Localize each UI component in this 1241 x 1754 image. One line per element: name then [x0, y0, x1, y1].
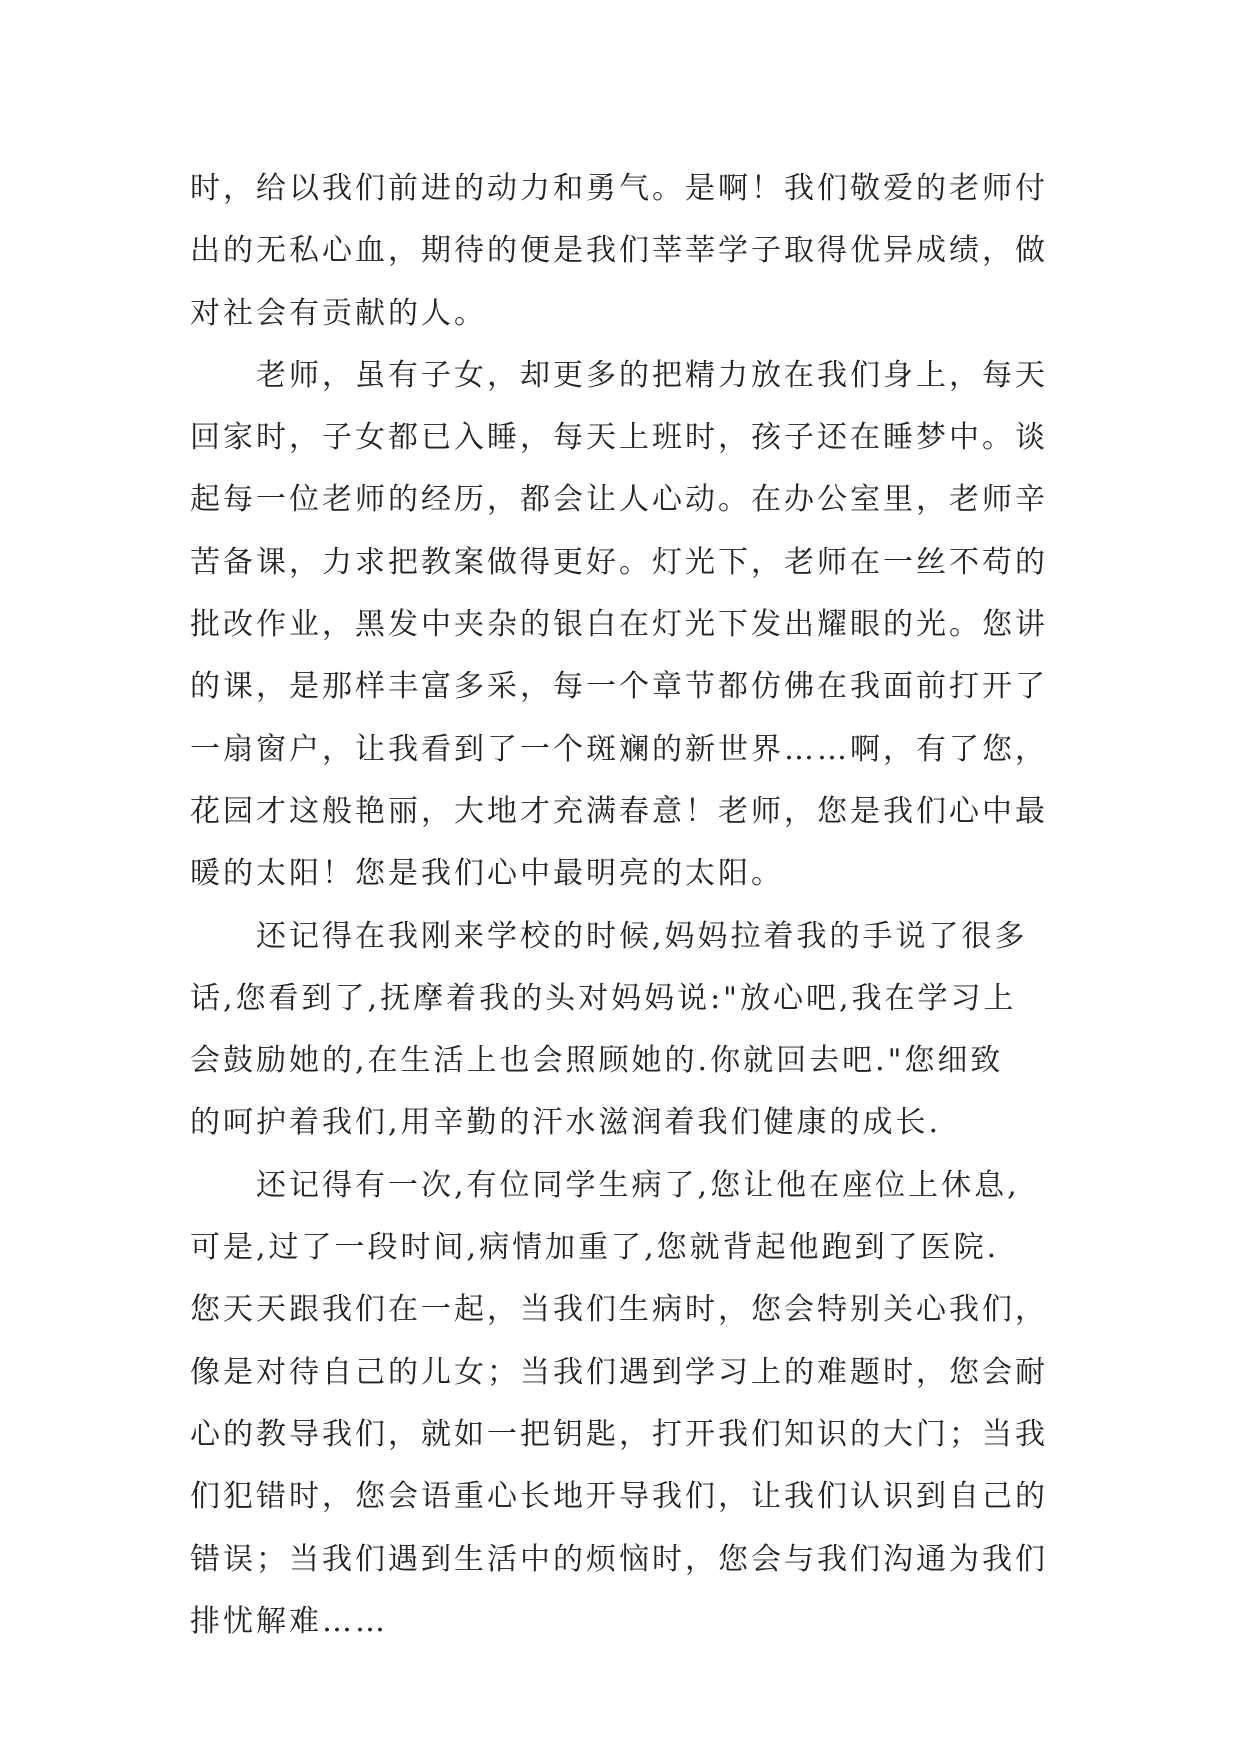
text-line: 可是,过了一段时间,病情加重了,您就背起他跑到了医院. [190, 1230, 1000, 1266]
text-line: 排忧解难…… [190, 1603, 388, 1639]
text-line: 的课，是那样丰富多采，每一个章节都仿佛在我面前打开了 [190, 669, 1048, 705]
text-line: 起每一位老师的经历，都会让人心动。在办公室里，老师辛 [190, 482, 1048, 518]
text-line: 会鼓励她的,在生活上也会照顾她的.你就回去吧."您细致 [190, 1043, 1004, 1079]
text-line: 时，给以我们前进的动力和勇气。是啊！我们敬爱的老师付 [190, 171, 1048, 206]
text-line: 一扇窗户，让我看到了一个斑斓的新世界……啊，有了您， [190, 731, 1048, 767]
text-line: 错误；当我们遇到生活中的烦恼时，您会与我们沟通为我们 [190, 1541, 1048, 1577]
text-line: 花园才这般艳丽，大地才充满春意！老师，您是我们心中最 [190, 793, 1048, 829]
text-line: 像是对待自己的儿女；当我们遇到学习上的难题时，您会耐 [190, 1354, 1048, 1390]
text-line: 对社会有贡献的人。 [190, 295, 487, 331]
text-line: 您天天跟我们在一起，当我们生病时，您会特别关心我们， [190, 1292, 1048, 1328]
paragraph-start-line: 还记得有一次,有位同学生病了,您让他在座位上休息, [256, 1167, 1020, 1203]
text-line: 出的无私心血，期待的便是我们莘莘学子取得优异成绩，做 [190, 233, 1048, 269]
text-line: 心的教导我们，就如一把钥匙，打开我们知识的大门；当我 [190, 1416, 1048, 1452]
text-line: 苦备课，力求把教案做得更好。灯光下，老师在一丝不苟的 [190, 544, 1048, 580]
text-line: 暖的太阳！您是我们心中最明亮的太阳。 [190, 856, 784, 892]
text-line: 批改作业，黑发中夹杂的银白在灯光下发出耀眼的光。您讲 [190, 607, 1048, 643]
text-line: 的呵护着我们,用辛勤的汗水滋润着我们健康的成长. [190, 1105, 942, 1141]
text-line: 回家时，子女都已入睡，每天上班时，孩子还在睡梦中。谈 [190, 420, 1048, 456]
text-line: 话,您看到了,抚摩着我的头对妈妈说:"放心吧,我在学习上 [190, 980, 1017, 1016]
document-body [190, 158, 1052, 1653]
text-line: 们犯错时，您会语重心长地开导我们，让我们认识到自己的 [190, 1479, 1048, 1515]
paragraph-start-line: 老师，虽有子女，却更多的把精力放在我们身上，每天 [256, 357, 1048, 393]
paragraph-start-line: 还记得在我刚来学校的时候,妈妈拉着我的手说了很多 [256, 918, 1028, 954]
